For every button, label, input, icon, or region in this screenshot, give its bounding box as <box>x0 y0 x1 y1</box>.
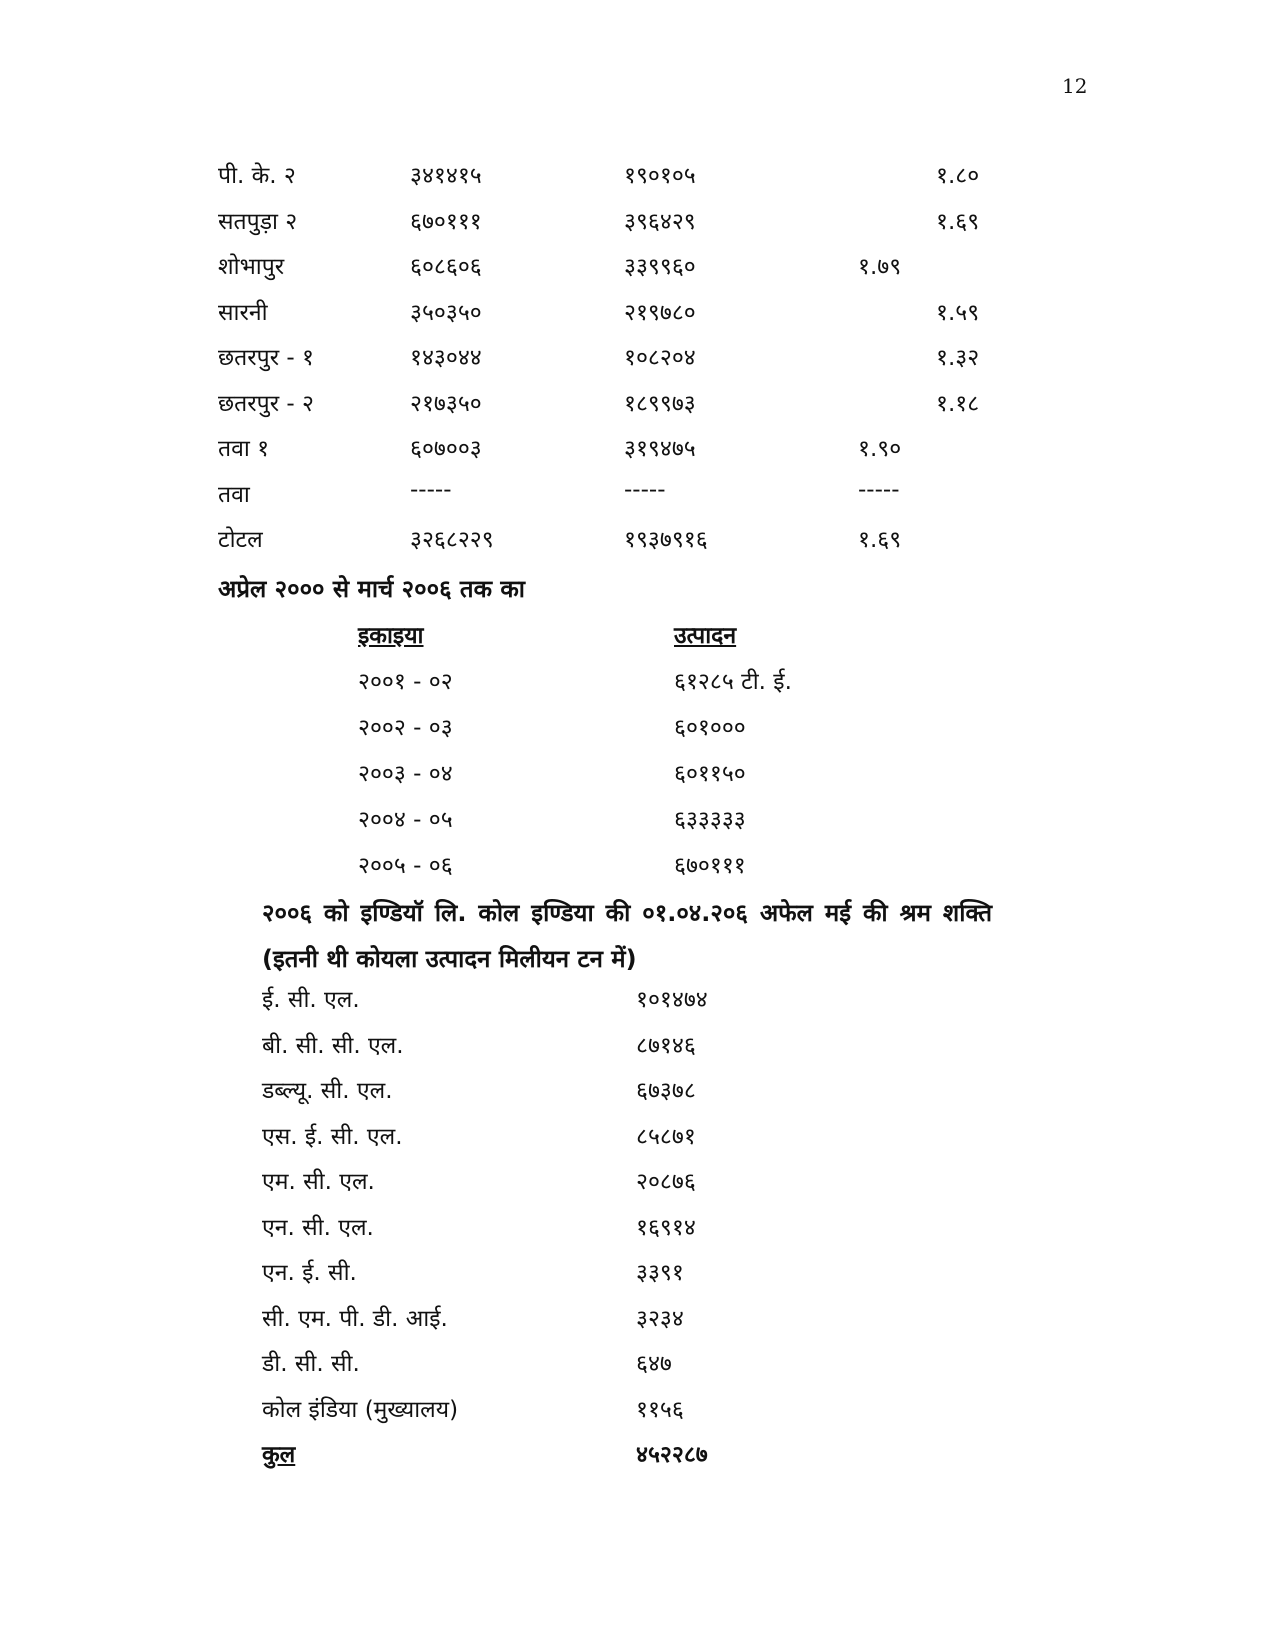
plant-value-2: ३१९४७५ <box>624 436 696 462</box>
total-label: कुल <box>262 1442 296 1468</box>
workforce-value: ८५८७१ <box>636 1123 696 1150</box>
workforce-value: १०१४७४ <box>636 987 708 1013</box>
workforce-value: ११५६ <box>636 1396 684 1423</box>
plant-ratio: १.९० <box>858 436 902 462</box>
total-value: ४५२२८७ <box>636 1442 708 1468</box>
plant-value-1: २१७३५० <box>410 390 482 417</box>
plant-value-2: १०८२०४ <box>624 345 696 371</box>
section-heading-workforce: २००६ को इण्डियॉ लि. कोल इण्डिया की ०१.०४.२०६ अफेल मई की श्रम शक्ति (इतनी थी कोयला उत्पादन मिलीयन टन में) <box>262 899 992 973</box>
company-name: एन. सी. एल. <box>262 1214 374 1241</box>
plant-value-1: ३२६८२२९ <box>410 527 494 553</box>
production-value: ६०१००० <box>674 715 746 741</box>
plant-ratio: १.७९ <box>858 254 902 280</box>
plant-value-1: १४३०४४ <box>410 345 482 371</box>
plant-value-1: ६७०१११ <box>410 208 482 235</box>
production-value: ६०११५० <box>674 761 746 787</box>
plant-value-1: ३४१४१५ <box>410 163 482 189</box>
company-name: डब्ल्यू. सी. एल. <box>262 1078 393 1104</box>
plant-value-2: १८९९७३ <box>624 390 696 417</box>
company-name: डी. सी. सी. <box>262 1351 360 1377</box>
workforce-value: २०८७६ <box>636 1169 696 1195</box>
plant-value-2: ३३९९६० <box>624 254 696 280</box>
year: २००५ - ०६ <box>358 853 453 879</box>
plant-value-2: १९०१०५ <box>624 163 696 189</box>
workforce-value: ६७३७८ <box>636 1078 696 1104</box>
production-value: ६३३३३३ <box>674 807 746 833</box>
plant-ratio: १.१८ <box>936 390 980 417</box>
page-number: 12 <box>1062 74 1088 98</box>
workforce-value: ६४७ <box>636 1351 672 1377</box>
plant-name: छतरपुर - २ <box>218 390 314 417</box>
production-value: ६१२८५ टी. ई. <box>674 669 792 695</box>
plant-ratio: ----- <box>858 476 900 503</box>
year: २००२ - ०३ <box>358 715 453 741</box>
plant-value-2: १९३७९१६ <box>624 527 708 553</box>
plant-ratio: १.८० <box>936 163 980 189</box>
plant-name: तवा <box>218 481 250 508</box>
workforce-value: १६९१४ <box>636 1214 696 1241</box>
plant-ratio: १.५९ <box>936 299 980 326</box>
company-name: सी. एम. पी. डी. आई. <box>262 1305 448 1332</box>
company-name: एन. ई. सी. <box>262 1260 357 1286</box>
year: २००३ - ०४ <box>358 761 453 787</box>
plant-value-2: २१९७८० <box>624 299 696 326</box>
plant-name: सारनी <box>218 299 268 326</box>
year: २००४ - ०५ <box>358 807 453 833</box>
year: २००१ - ०२ <box>358 669 453 695</box>
header-production: उत्पादन <box>674 623 737 649</box>
section-heading-production: अप्रेल २००० से मार्च २००६ तक का <box>218 575 526 603</box>
company-name: बी. सी. सी. एल. <box>262 1032 404 1059</box>
workforce-value: ३२३४ <box>636 1305 684 1332</box>
plant-name: तवा १ <box>218 436 270 462</box>
workforce-value: ३३९१ <box>636 1260 684 1286</box>
plant-value-1: ३५०३५० <box>410 299 482 326</box>
plant-value-2: ----- <box>624 476 666 503</box>
plant-name: छतरपुर - १ <box>218 345 314 371</box>
header-unit: इकाइया <box>358 623 424 649</box>
company-name: एस. ई. सी. एल. <box>262 1123 403 1150</box>
plant-value-1: ६०८६०६ <box>410 254 482 280</box>
plant-ratio: १.६९ <box>936 208 980 235</box>
plant-name: सतपुड़ा २ <box>218 208 298 235</box>
plant-name: पी. के. २ <box>218 163 296 189</box>
production-value: ६७०१११ <box>674 853 746 879</box>
plant-ratio: १.६९ <box>858 527 902 553</box>
plant-ratio: १.३२ <box>936 345 980 371</box>
plant-value-1: ----- <box>410 476 452 503</box>
plant-value-1: ६०७००३ <box>410 436 482 462</box>
company-name: ई. सी. एल. <box>262 987 360 1013</box>
plant-name: शोभापुर <box>218 254 285 280</box>
plant-value-2: ३९६४२९ <box>624 208 696 235</box>
workforce-value: ८७१४६ <box>636 1032 696 1059</box>
company-name: एम. सी. एल. <box>262 1169 375 1195</box>
company-name: कोल इंडिया (मुख्यालय) <box>262 1396 459 1423</box>
plant-name: टोटल <box>218 527 263 553</box>
